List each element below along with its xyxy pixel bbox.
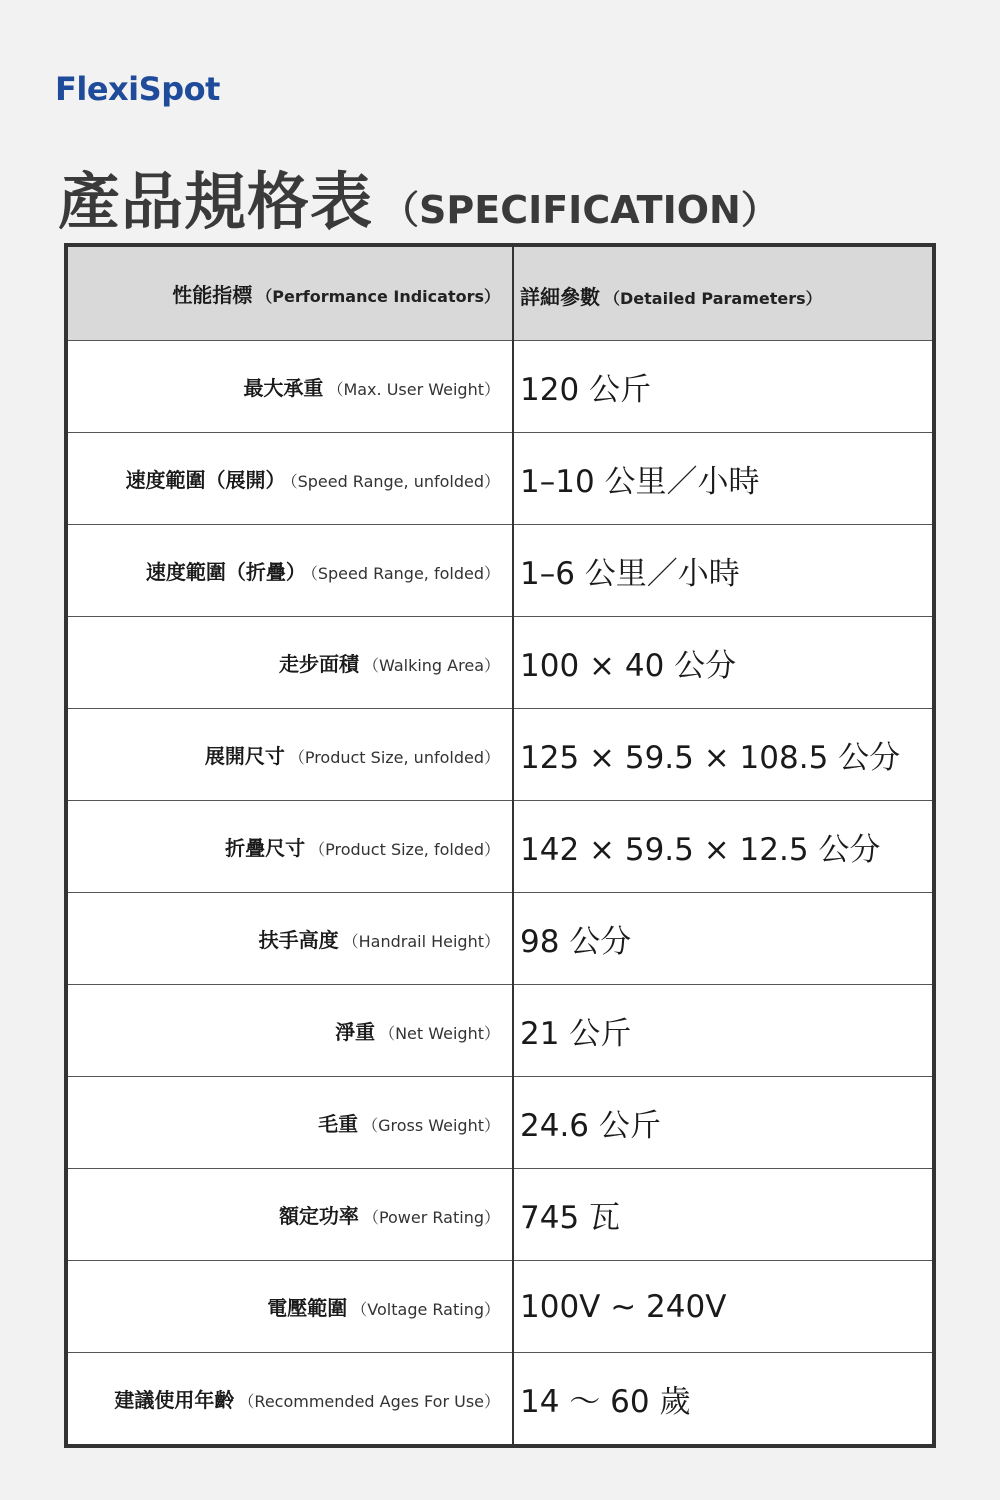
row-label-en: （Speed Range, unfolded） <box>289 472 500 491</box>
header-col2-en: （Detailed Parameters） <box>604 288 822 308</box>
header-col1-en: （Performance Indicators） <box>256 287 500 306</box>
row-label <box>66 341 513 433</box>
table-row <box>66 801 934 893</box>
row-value: 120 公斤 <box>513 341 934 433</box>
table-row <box>66 1353 934 1447</box>
row-label-en: （Power Rating） <box>362 1208 500 1227</box>
page-title-en: （SPECIFICATION） <box>381 188 779 232</box>
page-title <box>58 152 779 241</box>
row-label <box>66 617 513 709</box>
row-label <box>66 801 513 893</box>
table-row <box>66 1077 934 1169</box>
row-value: 142 × 59.5 × 12.5 公分 <box>513 801 934 893</box>
brand-logo: FlexiSpot <box>55 70 220 108</box>
row-label-en: （Net Weight） <box>379 1024 500 1043</box>
row-label-en: （Max. User Weight） <box>327 380 500 399</box>
table-row <box>66 893 934 985</box>
row-label-zh: 展開尺寸 <box>204 744 285 768</box>
table-row <box>66 1261 934 1353</box>
header-detailed-parameters <box>513 245 934 341</box>
table-row <box>66 341 934 433</box>
row-label <box>66 1169 513 1261</box>
row-label <box>66 433 513 525</box>
row-label-en: （Product Size, unfolded） <box>288 748 500 767</box>
header-col2-zh: 詳細參數 <box>520 284 600 309</box>
row-label <box>66 1353 513 1447</box>
row-label <box>66 985 513 1077</box>
row-label <box>66 1077 513 1169</box>
table-row <box>66 433 934 525</box>
row-label-en: （Voltage Rating） <box>351 1300 500 1319</box>
row-label-en: （Recommended Ages For Use） <box>238 1392 500 1411</box>
row-label-zh: 建議使用年齡 <box>114 1388 235 1412</box>
row-label-zh: 淨重 <box>335 1020 376 1044</box>
row-value: 24.6 公斤 <box>513 1077 934 1169</box>
row-label <box>66 709 513 801</box>
row-label-en: （Product Size, folded） <box>309 840 500 859</box>
table-row <box>66 525 934 617</box>
row-label <box>66 1261 513 1353</box>
table-row <box>66 1169 934 1261</box>
row-label-zh: 電壓範圍 <box>267 1296 348 1320</box>
row-label-zh: 速度範圍（折疊） <box>145 560 306 584</box>
header-col1-zh: 性能指標 <box>172 283 253 307</box>
table-header-row <box>66 245 934 341</box>
row-label-zh: 最大承重 <box>243 376 324 400</box>
row-label-en: （Walking Area） <box>363 656 500 675</box>
spec-table <box>64 243 936 1448</box>
row-label-zh: 折疊尺寸 <box>225 836 306 860</box>
row-value: 745 瓦 <box>513 1169 934 1261</box>
row-label-zh: 毛重 <box>318 1112 359 1136</box>
row-value: 14 ～ 60 歲 <box>513 1353 934 1447</box>
row-label-zh: 額定功率 <box>278 1204 359 1228</box>
row-value: 1–10 公里／小時 <box>513 433 934 525</box>
row-label-zh: 扶手高度 <box>258 928 339 952</box>
table-row <box>66 985 934 1077</box>
row-label-en: （Handrail Height） <box>342 932 500 951</box>
page-title-zh: 產品規格表 <box>58 165 374 238</box>
row-value: 125 × 59.5 × 108.5 公分 <box>513 709 934 801</box>
row-value: 98 公分 <box>513 893 934 985</box>
table-row <box>66 617 934 709</box>
row-value: 100 × 40 公分 <box>513 617 934 709</box>
row-label-en: （Speed Range, folded） <box>309 564 500 583</box>
row-label-zh: 速度範圍（展開） <box>125 468 286 492</box>
header-performance-indicators <box>66 245 513 341</box>
row-label-en: （Gross Weight） <box>362 1116 500 1135</box>
row-value: 1–6 公里／小時 <box>513 525 934 617</box>
row-label-zh: 走步面積 <box>279 652 360 676</box>
table-row <box>66 709 934 801</box>
row-label <box>66 525 513 617</box>
row-value: 100V ~ 240V <box>513 1261 934 1353</box>
row-label <box>66 893 513 985</box>
row-value: 21 公斤 <box>513 985 934 1077</box>
